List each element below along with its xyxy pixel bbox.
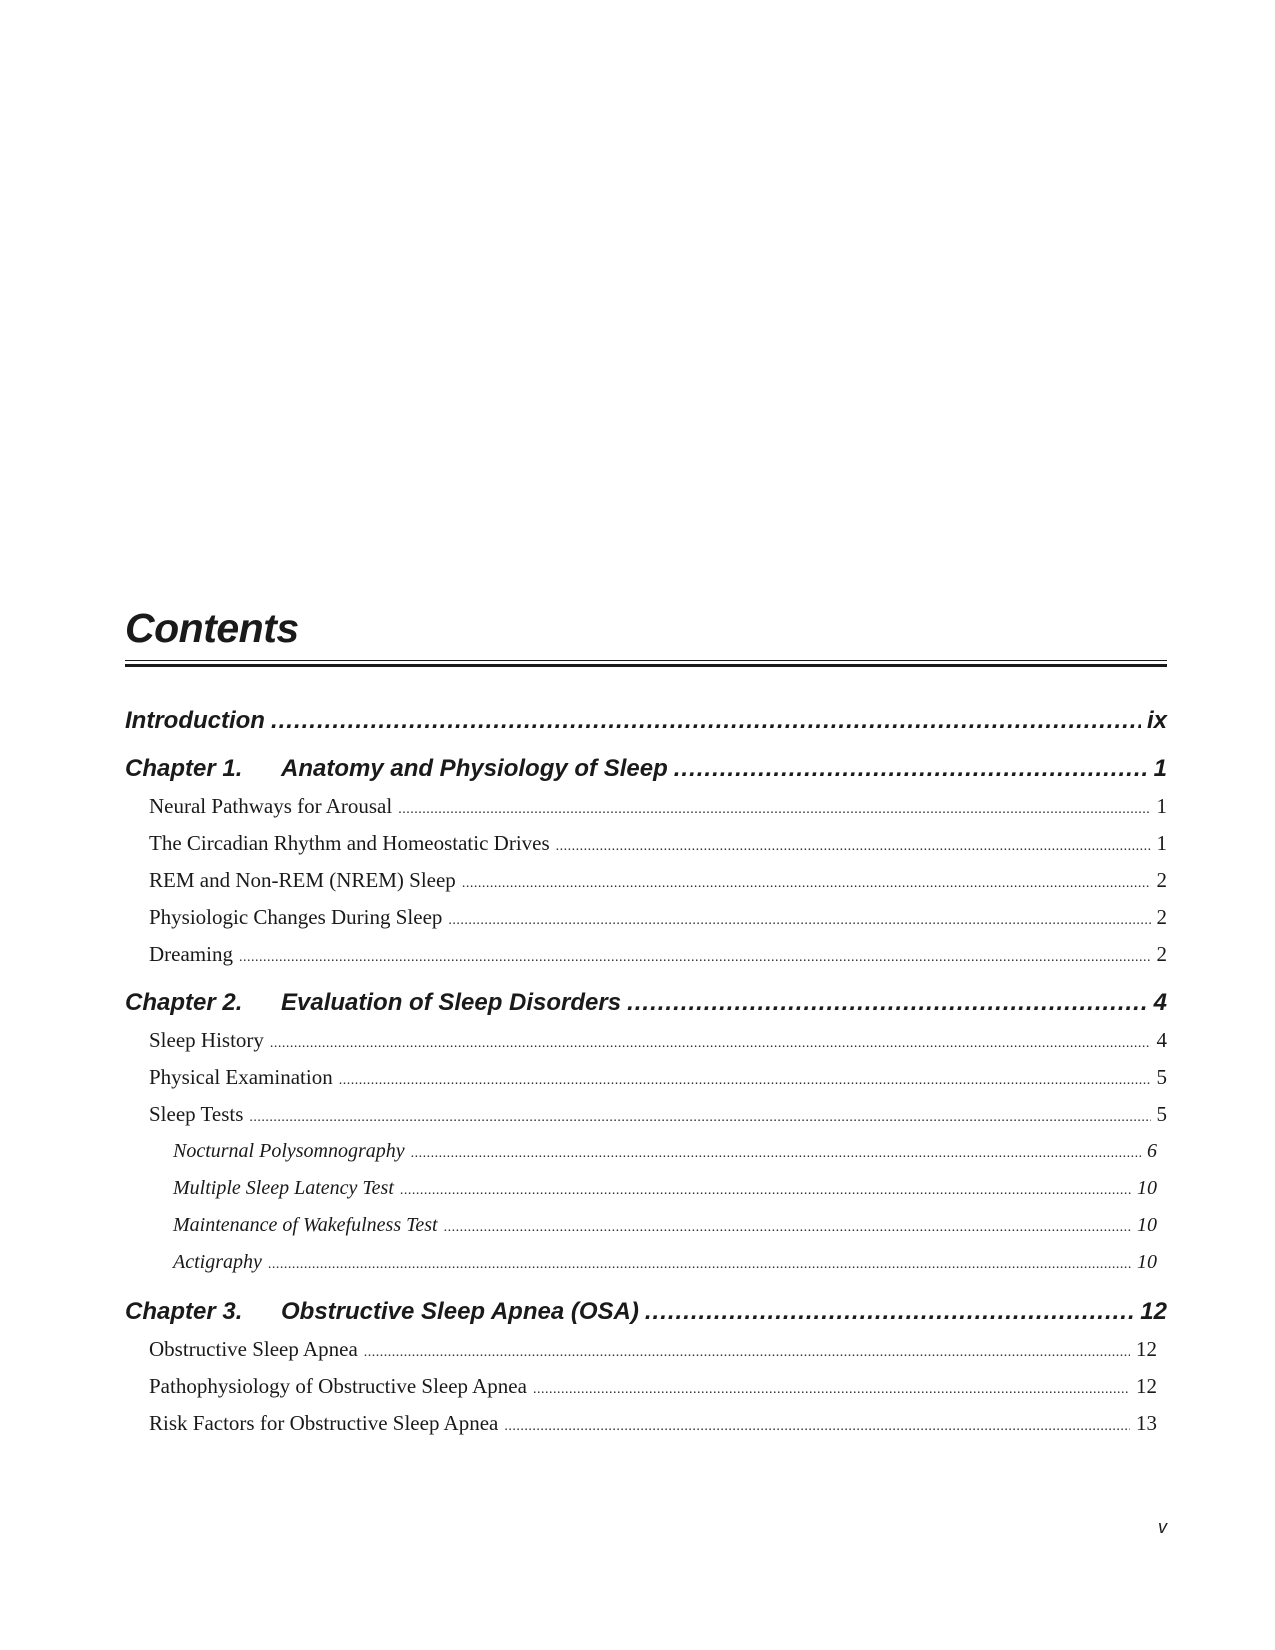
dot-leader [364,1339,1130,1367]
toc-entry-label: Sleep Tests [149,1102,244,1126]
toc-entry-section[interactable] [149,903,1167,935]
toc-entry-label: Sleep History [149,1028,264,1052]
toc-entry-page: 2 [1156,942,1167,966]
dot-leader [462,870,1151,898]
toc-entry-chapter-3[interactable] [125,1297,1167,1327]
toc-entry-label: Maintenance of Wakefulness Test [173,1214,438,1236]
toc-entry-section[interactable] [149,1409,1157,1441]
toc-entry-label: Introduction [125,707,265,734]
chapter-number: Chapter 2. [125,989,243,1016]
toc-entry-page: 10 [1137,1251,1157,1273]
dot-leader [645,1297,1134,1327]
toc-entry-page: 4 [1156,1028,1167,1052]
toc-entry-page: 12 [1136,1374,1157,1398]
toc-entry-label: Obstructive Sleep Apnea [149,1337,358,1361]
dot-leader [339,1067,1151,1095]
toc-entry-page: 5 [1156,1065,1167,1089]
toc-entry-label: REM and Non-REM (NREM) Sleep [149,868,456,892]
toc-entry-page: 5 [1156,1102,1167,1126]
page-title: Contents [125,605,299,651]
toc-entry-page: 1 [1156,794,1167,818]
dot-leader [448,907,1150,935]
dot-leader [444,1214,1131,1242]
toc-entry-label: The Circadian Rhythm and Homeostatic Drives [149,831,550,855]
toc-entry-page: 6 [1147,1140,1157,1162]
toc-entry-page: 2 [1156,905,1167,929]
toc-entry-label: Physical Examination [149,1065,333,1089]
dot-leader [504,1413,1130,1441]
toc-entry-label: Chapter 2. Evaluation of Sleep Disorders [125,989,622,1016]
toc-entry-label: Chapter 1. Anatomy and Physiology of Sleep [125,755,668,782]
toc-entry-page: 4 [1153,989,1167,1016]
toc-entry-section[interactable] [149,792,1167,824]
dot-leader [674,754,1148,784]
toc-entry-label: Multiple Sleep Latency Test [173,1177,394,1199]
dot-leader [270,1030,1151,1058]
toc-entry-chapter-1[interactable] [125,754,1167,784]
page-number: v [1158,1517,1167,1537]
toc-entry-page: 12 [1136,1337,1157,1361]
toc-entry-subsection[interactable] [173,1248,1157,1279]
toc-entry-label: Chapter 3. Obstructive Sleep Apnea (OSA) [125,1298,639,1325]
toc-entry-page: 2 [1156,868,1167,892]
toc-entry-introduction[interactable] [125,706,1167,736]
toc-entry-section[interactable] [149,829,1167,861]
dot-leader [627,988,1148,1018]
toc-entry-label: Physiologic Changes During Sleep [149,905,443,929]
toc-entry-section[interactable] [149,1372,1157,1404]
toc-entry-section[interactable] [149,1026,1167,1058]
toc-entry-label: Neural Pathways for Arousal [149,794,393,818]
toc-entry-subsection[interactable] [173,1137,1157,1168]
toc-entry-section[interactable] [149,940,1167,972]
dot-leader [268,1251,1131,1279]
toc-entry-label: Nocturnal Polysomnography [173,1140,405,1162]
toc-entry-page: ix [1146,707,1167,734]
dot-leader [411,1140,1141,1168]
dot-leader [249,1104,1150,1132]
toc-entry-label: Risk Factors for Obstructive Sleep Apnea [149,1411,499,1435]
toc-entry-page: 10 [1137,1177,1157,1199]
toc-entry-chapter-2[interactable] [125,988,1167,1018]
dot-leader [239,944,1151,972]
toc-entry-page: 13 [1136,1411,1157,1435]
toc-entry-page: 10 [1137,1214,1157,1236]
title-rule-thin [125,660,1167,661]
toc-entry-label: Dreaming [149,942,233,966]
title-rule-thick [125,664,1167,667]
dot-leader [271,706,1141,736]
toc-entry-label: Pathophysiology of Obstructive Sleep Apnea [149,1374,527,1398]
dot-leader [400,1177,1131,1205]
toc-entry-label: Actigraphy [173,1251,262,1273]
dot-leader [398,796,1150,824]
dot-leader [533,1376,1130,1404]
toc-entry-page: 1 [1153,755,1167,782]
toc-entry-section[interactable] [149,1335,1157,1367]
toc-entry-section[interactable] [149,1100,1167,1132]
dot-leader [556,833,1151,861]
toc-entry-section[interactable] [149,866,1167,898]
toc-entry-page: 1 [1156,831,1167,855]
chapter-number: Chapter 1. [125,755,243,782]
toc-entry-section[interactable] [149,1063,1167,1095]
chapter-number: Chapter 3. [125,1298,243,1325]
toc-entry-page: 12 [1140,1298,1167,1325]
toc-entry-subsection[interactable] [173,1211,1157,1242]
toc-entry-subsection[interactable] [173,1174,1157,1205]
